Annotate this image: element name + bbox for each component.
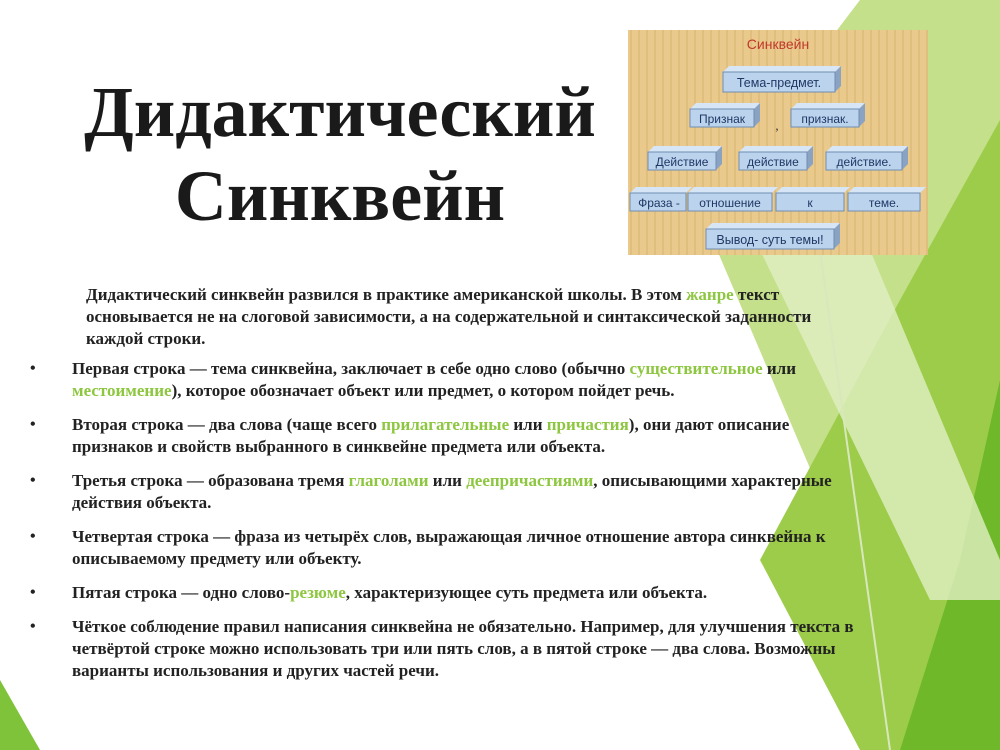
list-item: • Первая строка — тема синквейна, заключает в себе одно слово (обычно существительное или местоимение), которое обозначает объект или предмет, о котором пойдет речь. [30, 359, 796, 400]
bullet-icon: • [30, 618, 36, 635]
list-item: • Третья строка — образована тремя глаголами или деепричастиями, описывающими характерные действия объекта. [30, 471, 832, 512]
separator-comma: , [775, 118, 779, 133]
list-item: • Четвертая строка — фраза из четырёх слов, выражающая личное отношение автора синквейна к описываемому предмету или объекту. [30, 527, 826, 568]
box-theme [723, 66, 841, 92]
link-verbs[interactable]: глаголами [348, 471, 429, 490]
box-phrase-2 [688, 187, 778, 211]
rules-list [30, 358, 860, 694]
row-1 [723, 66, 841, 92]
box-attr-1 [690, 103, 760, 127]
list-item: • Вторая строка — два слова (чаще всего прилагательные или причастия), они дают описание признаков и свойств выбранного в синквейне предмета или объекта. [30, 415, 790, 456]
link-pronoun[interactable]: местоимение [72, 381, 172, 400]
title-line-2: Синквейн [174, 156, 506, 236]
link-resume[interactable]: резюме [290, 583, 346, 602]
box-phrase-1 [630, 187, 692, 211]
bullet-icon: • [30, 416, 36, 433]
link-genre[interactable]: жанре [686, 285, 734, 304]
box-conclusion [706, 223, 840, 249]
svg-text:Вывод- суть темы!: Вывод- суть темы! [716, 233, 824, 247]
svg-text:отношение: отношение [699, 196, 761, 210]
box-attr-2 [791, 103, 865, 127]
svg-text:признак.: признак. [801, 112, 849, 126]
bullet-icon: • [30, 360, 36, 377]
title-line-1: Дидактический [84, 72, 596, 152]
box-phrase-4 [848, 187, 926, 211]
link-participles[interactable]: причастия [546, 415, 629, 434]
diagram-heading: Синквейн [746, 36, 810, 52]
svg-text:Действие: Действие [655, 155, 709, 169]
row-5 [706, 223, 840, 249]
slide-title [60, 70, 620, 238]
bullet-icon: • [30, 528, 36, 545]
row-3 [648, 146, 908, 170]
svg-text:действие.: действие. [836, 155, 892, 169]
link-gerunds[interactable]: деепричастиями [466, 471, 594, 490]
svg-text:Тема-предмет.: Тема-предмет. [736, 76, 822, 90]
link-noun[interactable]: существительное [629, 359, 763, 378]
sinkwein-diagram [628, 30, 928, 255]
svg-text:Признак: Признак [698, 112, 746, 126]
link-adjectives[interactable]: прилагательные [381, 415, 510, 434]
intro-paragraph: Дидактический синквейн развился в практике американской школы. В этом жанре текст основывается не на слоговой зависимости, а на содержательной и синтаксической заданности каждой строки. [86, 285, 812, 348]
svg-text:к: к [807, 196, 813, 210]
box-action-2 [739, 146, 813, 170]
svg-text:теме.: теме. [868, 196, 900, 210]
list-item: • Чёткое соблюдение правил написания синквейна не обязательно. Например, для улучшения текста в четвёртой строке можно использовать три или пять слов, а в пятой строке — два слова. Возможны варианты использования и других частей речи. [30, 617, 854, 680]
box-phrase-3 [776, 187, 850, 211]
svg-text:действие: действие [747, 155, 799, 169]
box-action-3 [826, 146, 908, 170]
bullet-icon: • [30, 472, 36, 489]
bullet-icon: • [30, 584, 36, 601]
diagram-background [628, 30, 928, 255]
svg-text:Фраза -: Фраза - [638, 196, 680, 210]
box-action-1 [648, 146, 722, 170]
list-item: • Пятая строка — одно слово-резюме, характеризующее суть предмета или объекта. [30, 583, 708, 602]
